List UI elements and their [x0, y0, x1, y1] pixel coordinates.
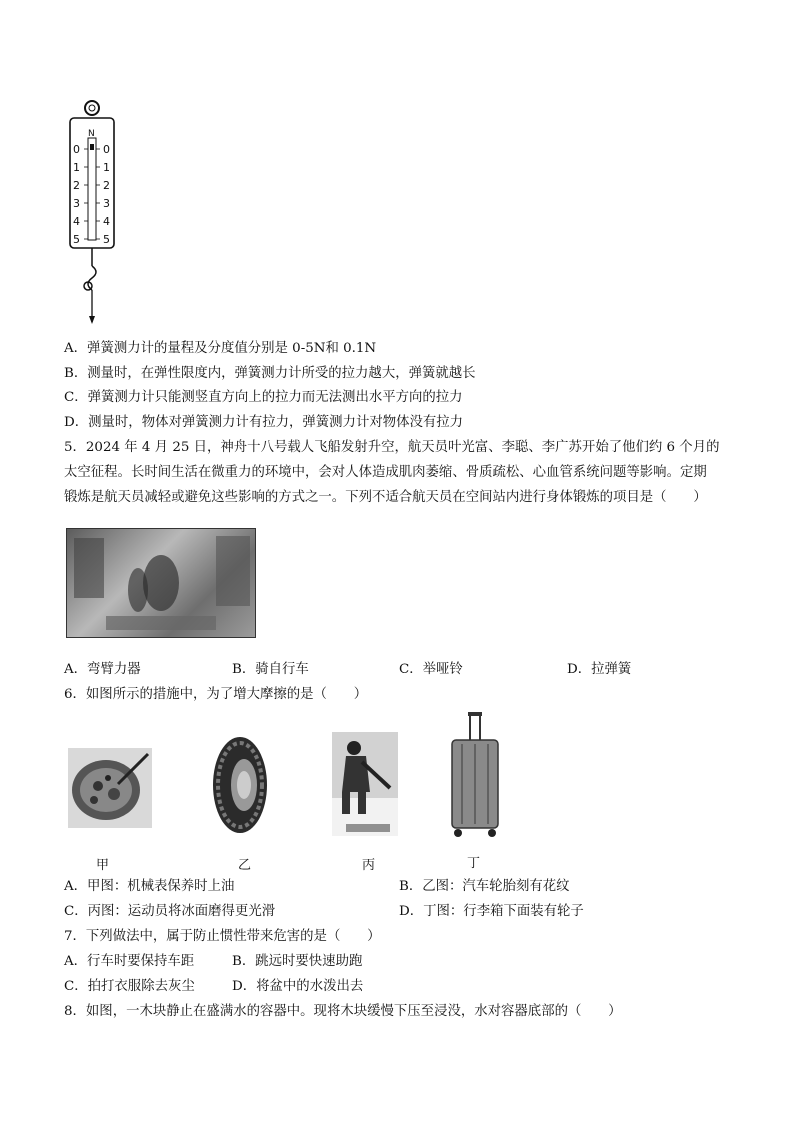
scale-tick-right: 5: [103, 233, 110, 246]
q5-option-d: D．拉弹簧: [567, 662, 632, 677]
scale-tick-right: 2: [103, 179, 110, 192]
scale-tick-left: 5: [73, 233, 80, 246]
q8-stem: 8．如图，一木块静止在盛满水的容器中。现将木块缓慢下压至浸没，水对容器底部的（ ）: [64, 1004, 622, 1019]
q5-option-b: B．骑自行车: [232, 662, 309, 677]
q6-option-c: C．丙图：运动员将冰面磨得更光滑: [64, 904, 276, 919]
q6-option-b: B．乙图：汽车轮胎刻有花纹: [399, 879, 570, 894]
q5-stem-line: 太空征程。长时间生活在微重力的环境中，会对人体造成肌肉萎缩、骨质疏松、心血管系统问题等影响。定期: [64, 465, 707, 480]
figure-caption-ding: 丁: [467, 856, 481, 871]
q5-option-c: C．举哑铃: [399, 662, 463, 677]
curling-photo: [332, 732, 398, 836]
q7-option-a: A．行车时要保持车距: [64, 954, 195, 969]
q6-option-a: A．甲图：机械表保养时上油: [64, 879, 235, 894]
figure-caption-jia: 甲: [96, 858, 110, 873]
space-station-photo: [66, 528, 256, 638]
q7-option-b: B．跳远时要快速助跑: [232, 954, 363, 969]
q5-option-a: A．弯臂力器: [64, 662, 141, 677]
q7-option-d: D．将盆中的水泼出去: [232, 979, 364, 994]
tire-photo: [210, 735, 270, 835]
suitcase-photo: [446, 710, 504, 840]
scale-tick-left: 1: [73, 161, 80, 174]
spring-scale-figure: [60, 98, 130, 330]
q6-stem: 6．如图所示的措施中，为了增大摩擦的是（ ）: [64, 687, 368, 702]
scale-tick-right: 3: [103, 197, 110, 210]
scale-tick-left: 3: [73, 197, 80, 210]
scale-tick-right: 0: [103, 143, 110, 156]
scale-tick-left: 2: [73, 179, 80, 192]
q4-option-c: C．弹簧测力计只能测竖直方向上的拉力而无法测出水平方向的拉力: [64, 390, 463, 405]
figure-caption-yi: 乙: [238, 858, 252, 873]
scale-unit-label: N: [88, 129, 95, 139]
q7-option-c: C．拍打衣服除去灰尘: [64, 979, 195, 994]
q4-option-d: D．测量时，物体对弹簧测力计有拉力，弹簧测力计对物体没有拉力: [64, 415, 464, 430]
q6-option-d: D．丁图：行李箱下面装有轮子: [399, 904, 584, 919]
scale-tick-left: 0: [73, 143, 80, 156]
watch-oiling-photo: [68, 748, 152, 828]
q4-option-a: A．弹簧测力计的量程及分度值分别是 0-5N和 0.1N: [64, 341, 377, 356]
scale-tick-right: 4: [103, 215, 110, 228]
q4-option-b: B．测量时，在弹性限度内，弹簧测力计所受的拉力越大，弹簧就越长: [64, 366, 476, 381]
scale-tick-left: 4: [73, 215, 80, 228]
figure-caption-bing: 丙: [362, 858, 376, 873]
q5-stem-line: 锻炼是航天员减轻或避免这些影响的方式之一。下列不适合航天员在空间站内进行身体锻炼的项目是（ ）: [64, 490, 707, 505]
q5-stem-line: 5．2024 年 4 月 25 日，神舟十八号载人飞船发射升空，航天员叶光富、李聪、李广苏开始了他们约 6 个月的: [64, 440, 720, 455]
q7-stem: 7．下列做法中，属于防止惯性带来危害的是（ ）: [64, 929, 381, 944]
scale-tick-right: 1: [103, 161, 110, 174]
